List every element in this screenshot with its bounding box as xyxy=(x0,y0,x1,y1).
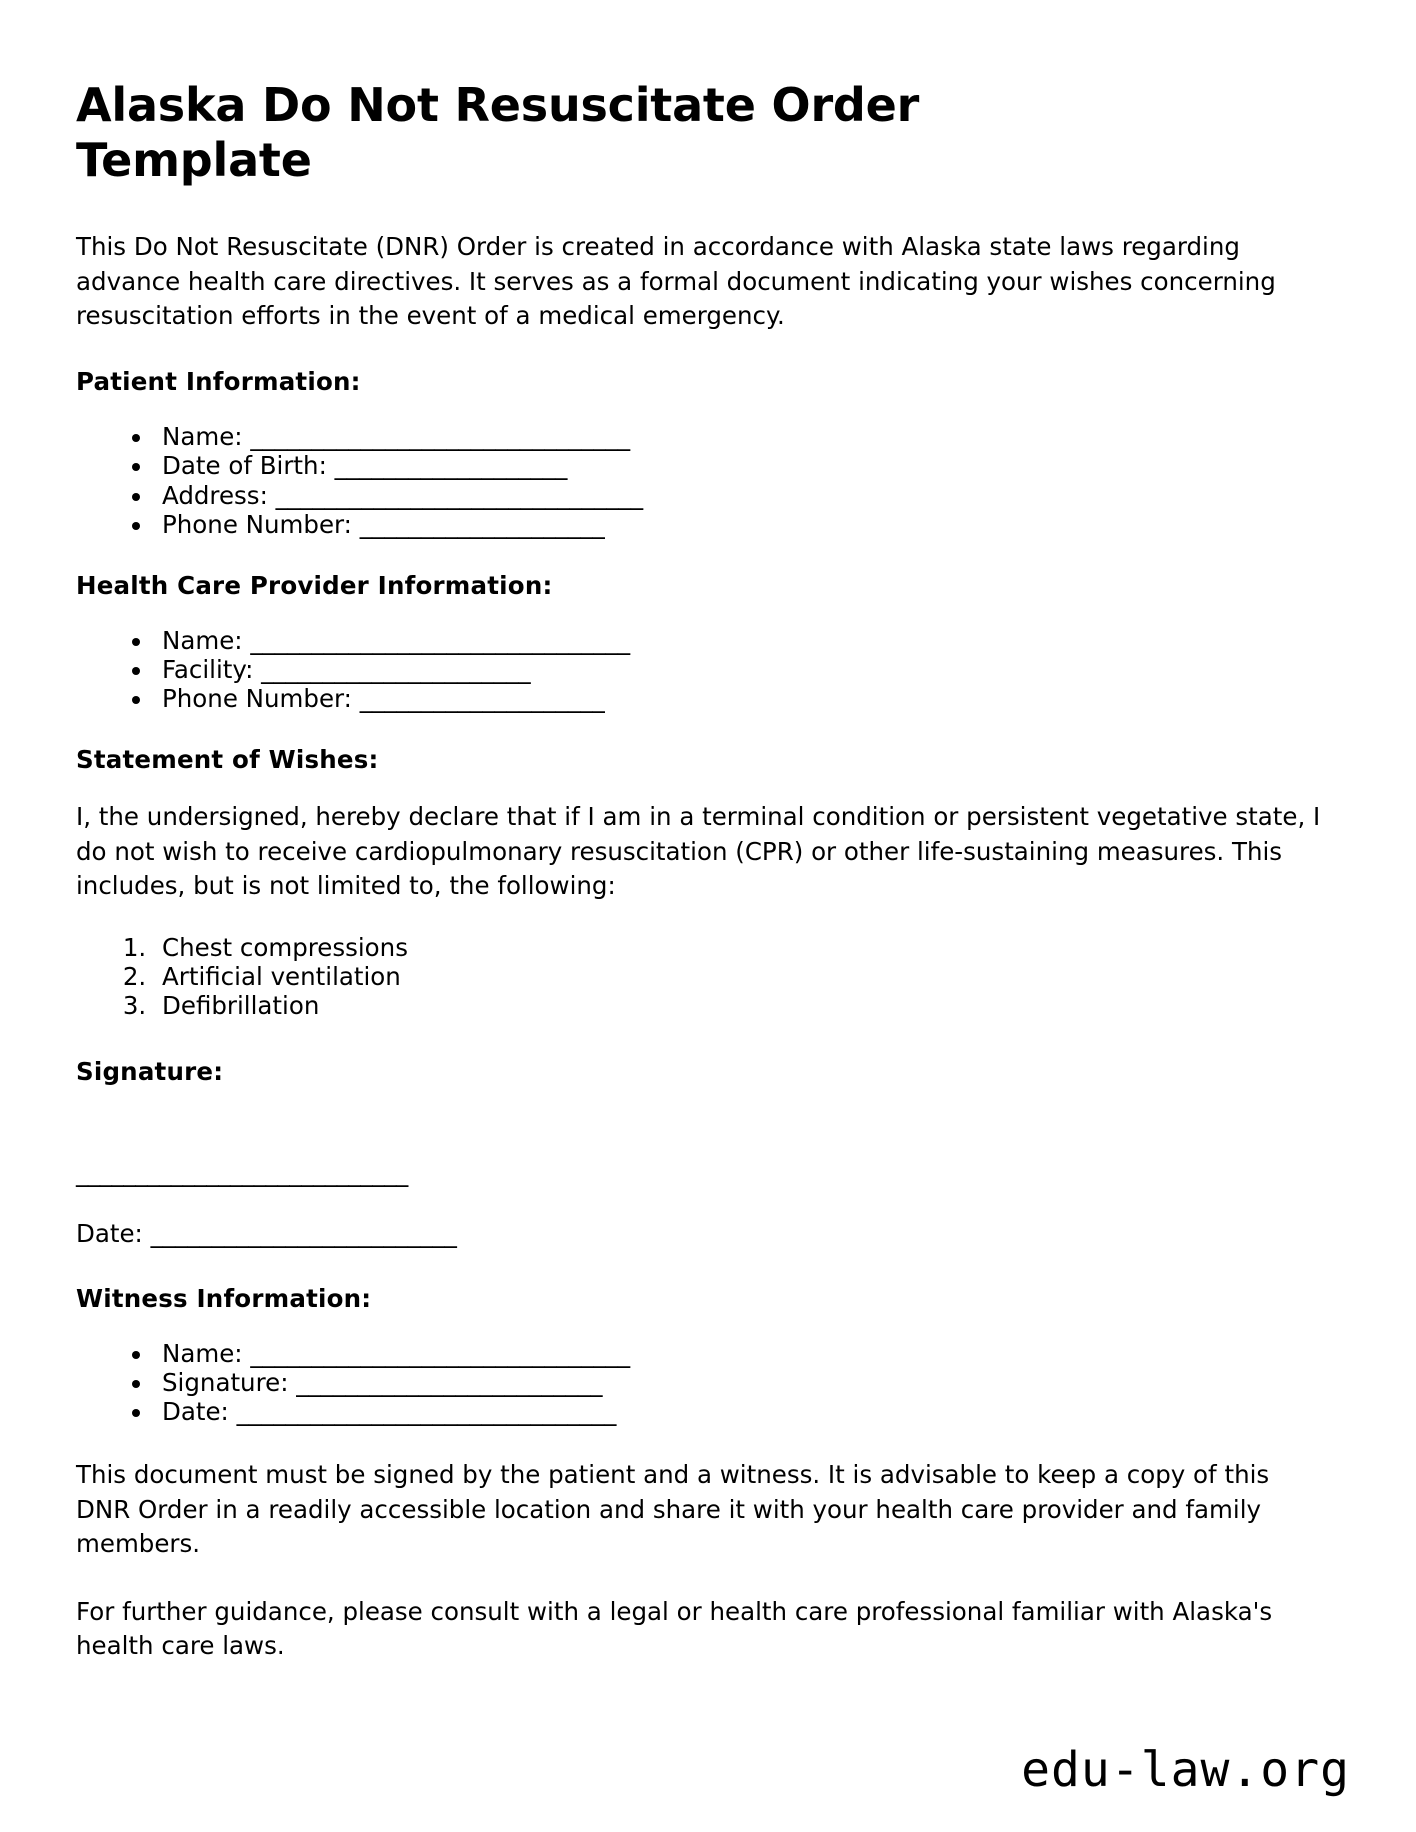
list-item xyxy=(154,1339,1340,1368)
provider-information-heading: Health Care Provider Information: xyxy=(76,570,553,600)
field-label: Date of Birth: xyxy=(162,451,327,481)
witness-information-fields xyxy=(76,1339,1340,1426)
list-item xyxy=(154,510,1340,539)
field-label: Phone Number: xyxy=(162,509,352,539)
field-label: Name: xyxy=(162,422,243,452)
site-watermark: edu-law.org xyxy=(1021,1742,1350,1798)
list-item: 3. Defibrillation xyxy=(154,991,1340,1020)
list-item xyxy=(154,1368,1340,1397)
declaration-paragraph: I, the undersigned, hereby declare that if I am in a terminal condition or persistent vegetative state, I do not wish to receive cardiopulmonary resuscitation (CPR) or other life-sustaining measures. This includes, but is not limited to, the following: xyxy=(76,802,1321,900)
intro-paragraph: This Do Not Resuscitate (DNR) Order is created in accordance with Alaska state laws regarding advance health care directives. It serves as a formal document indicating your wishes concerning resuscitation efforts in the event of a medical emergency. xyxy=(76,232,1276,330)
list-item xyxy=(154,626,1340,655)
list-item: 2. Artificial ventilation xyxy=(154,962,1340,991)
field-blank-line[interactable]: ___________________ xyxy=(326,451,568,481)
field-label: Address: xyxy=(162,480,268,510)
list-item xyxy=(154,422,1340,451)
signature-date-row xyxy=(76,1219,1340,1248)
field-blank-line[interactable]: _______________________________ xyxy=(242,422,631,452)
field-blank-line[interactable]: ____________________ xyxy=(351,509,605,539)
field-blank-line[interactable]: _______________________________ xyxy=(242,1338,631,1368)
list-item xyxy=(154,451,1340,480)
list-item xyxy=(154,1397,1340,1426)
field-label: Name: xyxy=(162,625,243,655)
field-blank-line[interactable]: _______________________________ xyxy=(228,1397,617,1427)
list-item xyxy=(154,481,1340,510)
field-label: Phone Number: xyxy=(162,684,352,714)
field-label: Facility: xyxy=(162,654,254,684)
field-label: Name: xyxy=(162,1338,243,1368)
page-title: Alaska Do Not Resuscitate Order Template xyxy=(76,78,920,188)
list-item xyxy=(154,684,1340,713)
closing-note-paragraph: This document must be signed by the patient and a witness. It is advisable to keep a copy of this DNR Order in a readily accessible location and share it with your health care provider and family members. xyxy=(76,1460,1270,1558)
field-blank-line[interactable]: _________________________ xyxy=(288,1367,603,1397)
field-blank-line[interactable]: _________________________ xyxy=(142,1218,457,1248)
guidance-note-paragraph: For further guidance, please consult with a legal or health care professional familiar with Alaska's health care laws. xyxy=(76,1597,1273,1661)
patient-information-fields xyxy=(76,422,1340,539)
field-blank-line[interactable]: ____________________ xyxy=(351,684,605,714)
list-item: 1. Chest compressions xyxy=(154,933,1340,962)
field-blank-line[interactable]: ______________________ xyxy=(253,654,531,684)
field-blank-line[interactable]: _______________________________ xyxy=(242,625,631,655)
signature-spacer xyxy=(76,1112,1340,1158)
list-item xyxy=(154,655,1340,684)
signature-blank-line[interactable]: ____________________________ xyxy=(76,1157,408,1187)
provider-information-fields xyxy=(76,626,1340,713)
field-label: Date: xyxy=(162,1397,229,1427)
excluded-measures-list xyxy=(76,933,1340,1020)
field-label: Signature: xyxy=(162,1367,289,1397)
field-blank-line[interactable]: ______________________________ xyxy=(267,480,644,510)
patient-information-heading: Patient Information: xyxy=(76,367,361,397)
witness-information-heading: Witness Information: xyxy=(76,1283,372,1313)
statement-of-wishes-heading: Statement of Wishes: xyxy=(76,745,379,775)
field-label: Date: xyxy=(76,1218,143,1248)
signature-heading: Signature: xyxy=(76,1056,224,1086)
